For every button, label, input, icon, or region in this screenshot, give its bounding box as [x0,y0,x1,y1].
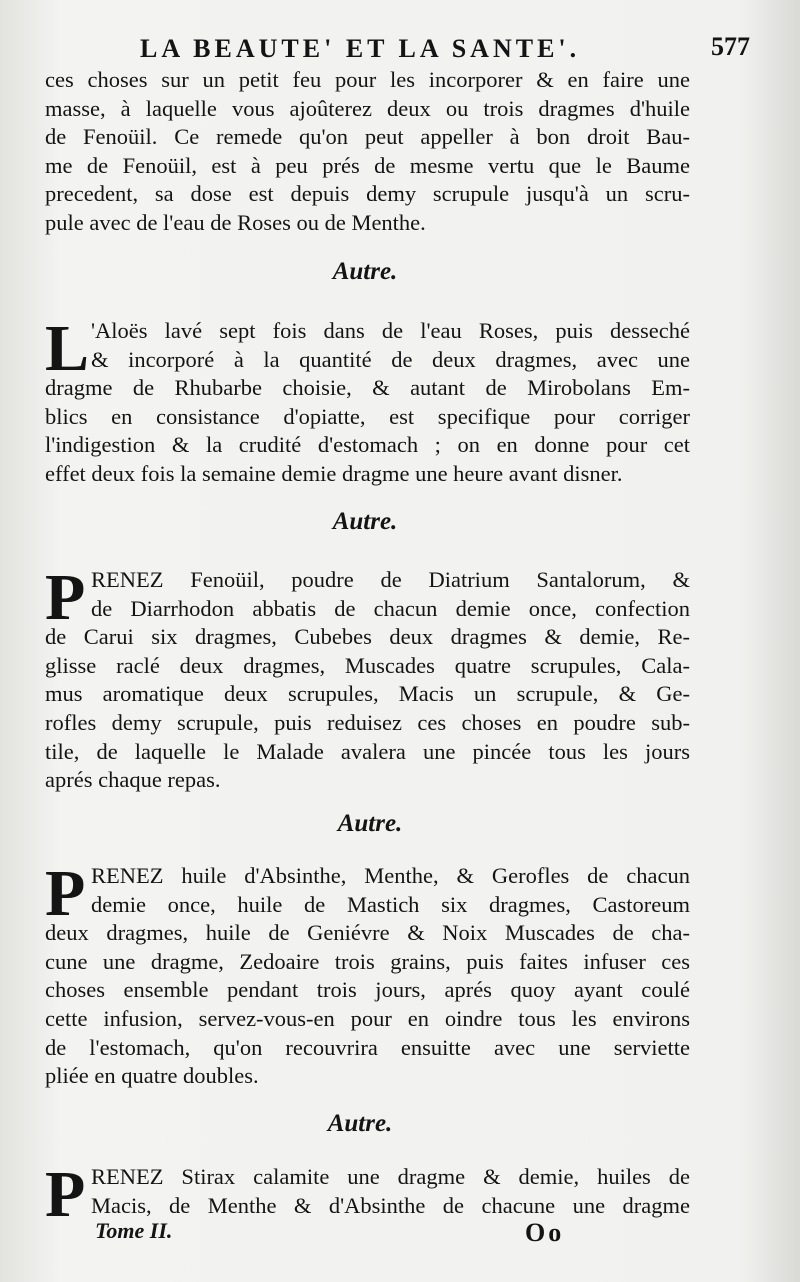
recipe-paragraph [45,561,690,795]
text-line: RENEZ Stirax calamite une dragme & demie, huiles de [91,1164,690,1189]
drop-cap: L [45,312,90,385]
text-line: de Fenoüil. Ce remede qu'on peut appeller à bon droit Bau- [45,124,690,150]
text-line: aprés chaque repas. [45,767,221,793]
signature-mark: Oo [525,1218,565,1247]
running-title: LA BEAUTE' ET LA SANTE'. [140,34,581,63]
text-line: de l'estomach, qu'on recouvrira ensuitte avec une serviette [45,1034,690,1060]
text-line: l'indigestion & la crudité d'estomach ; on en donne pour cet [45,432,690,458]
text-line: rofles demy scrupule, puis reduisez ces choses en poudre sub- [45,709,690,735]
recipe-paragraph [45,312,690,489]
text-line: dragme de Rhubarbe choisie, & autant de Mirobolans Em- [45,375,690,401]
drop-cap: P [45,561,86,634]
text-line: Macis, de Menthe & d'Absinthe de chacune une dragme [91,1192,690,1218]
page-number: 577 [711,32,750,61]
text-line: demie once, huile de Mastich six dragmes, Castoreum [91,891,690,917]
text-line: precedent, sa dose est depuis demy scrupule jusqu'à un scru- [45,181,690,207]
text-line: pule avec de l'eau de Roses ou de Menthe. [45,209,426,235]
section-heading: Autre. [337,810,403,837]
text-line: glisse raclé deux dragmes, Muscades quatre scrupules, Cala- [45,652,690,678]
text-line: mus aromatique deux scrupules, Macis un scrupule, & Ge- [45,681,690,707]
drop-cap: P [45,857,86,930]
text-line: tile, de laquelle le Malade avalera une pincée tous les jours [45,738,690,764]
text-line: de Carui six dragmes, Cubebes deux dragmes & demie, Re- [45,624,690,650]
text-line: cune une dragme, Zedoaire trois grains, puis faites infuser ces [45,948,690,974]
text-line: blics en consistance d'opiatte, est specifique pour corriger [45,403,690,429]
text-line: de Diarrhodon abbatis de chacun demie once, confection [91,595,690,621]
text-line: masse, à laquelle vous ajoûterez deux ou trois dragmes d'huile [45,95,690,121]
section-heading: Autre. [332,258,398,285]
text-line: pliée en quatre doubles. [45,1063,259,1089]
text-line: me de Fenoüil, est à peu prés de mesme vertu que le Baume [45,152,690,178]
text-line: deux dragmes, huile de Geniévre & Noix Muscades de cha- [45,920,690,946]
section-heading: Autre. [332,508,398,535]
recipe-paragraph [45,857,690,1091]
page-header [60,30,750,70]
page-footer [95,1218,595,1252]
text-line: 'Aloës lavé sept fois dans de l'eau Roses, puis desseché [91,318,690,343]
section-heading: Autre. [327,1110,393,1137]
volume-label: Tome II. [95,1218,173,1243]
text-line: ces choses sur un petit feu pour les incorporer & en faire une [45,67,690,92]
text-line: choses ensemble pendant trois jours, aprés quoy ayant coulé [45,977,690,1003]
drop-cap: P [45,1158,86,1231]
text-line: effet deux fois la semaine demie dragme une heure avant disner. [45,460,623,486]
text-line: & incorporé à la quantité de deux dragmes, avec une [91,346,690,372]
text-line: RENEZ Fenoüil, poudre de Diatrium Santalorum, & [91,567,690,592]
opening-paragraph [45,66,690,238]
text-line: cette infusion, servez-vous-en pour en oindre tous les environs [45,1005,690,1031]
text-line: RENEZ huile d'Absinthe, Menthe, & Gerofles de chacun [91,863,690,888]
